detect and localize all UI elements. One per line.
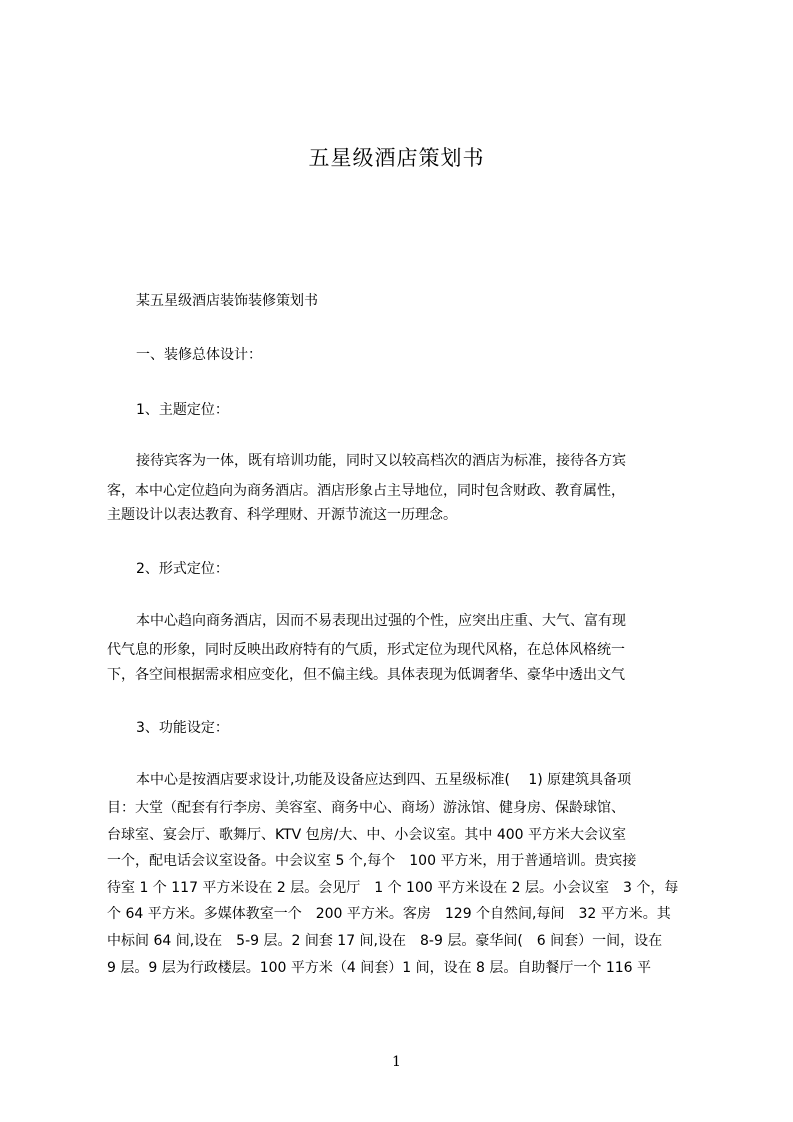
paragraph-line: 下，各空间根据需求相应变化，但不偏主线。具体表现为低调奢华、豪华中透出文气 xyxy=(107,667,625,683)
paragraph-line: 客，本中心定位趋向为商务酒店。酒店形象占主导地位，同时包含财政、教育属性， xyxy=(107,483,625,499)
paragraph-line: 中标间 64 间,设在 5-9 层。2 间套 17 间,设在 8-9 层。豪华间( 6 间套）一间，设在 xyxy=(107,933,663,949)
paragraph-line: 接待宾客为一体，既有培训功能，同时又以较高档次的酒店为标准，接待各方宾 xyxy=(136,453,626,469)
paragraph-line: 代气息的形象，同时反映出政府特有的气质，形式定位为现代风格，在总体风格统一 xyxy=(107,642,625,658)
subheading-function-setting: 3、功能设定： xyxy=(136,720,229,736)
paragraph-line: 待室 1 个 117 平方米设在 2 层。会见厅 1 个 100 平方米设在 2 层。小会议室 3 个，每 xyxy=(107,880,679,896)
paragraph-line: 9 层。9 层为行政楼层。100 平方米（4 间套）1 间，设在 8 层。自助餐厅一个 116 平 xyxy=(107,960,652,976)
subheading-form-positioning: 2、形式定位： xyxy=(136,561,229,577)
document-title: 五星级酒店策划书 xyxy=(308,146,485,170)
paragraph-line: 台球室、宴会厅、歌舞厅、KTV 包房/大、中、小会议室。其中 400 平方米大会议室 xyxy=(107,827,627,843)
document-subtitle: 某五星级酒店装饰装修策划书 xyxy=(136,293,318,309)
subheading-theme-positioning: 1、主题定位： xyxy=(136,402,229,418)
paragraph-line: 主题设计以表达教育、科学理财、开源节流这一历理念。 xyxy=(107,507,457,523)
paragraph-line: 目：大堂（配套有行李房、美容室、商务中心、商场）游泳馆、健身房、保龄球馆、 xyxy=(107,800,625,816)
paragraph-line: 本中心趋向商务酒店，因而不易表现出过强的个性，应突出庄重、大气、富有现 xyxy=(136,613,626,629)
page-number: 1 xyxy=(392,1054,401,1070)
paragraph-line: 本中心是按酒店要求设计,功能及设备应达到四、五星级标准( 1) 原建筑具备项 xyxy=(136,772,632,788)
paragraph-line: 一个，配电话会议室设备。中会议室 5 个,每个 100 平方米，用于普通培训。贵宾接 xyxy=(107,853,637,869)
section-heading-overall-design: 一、装修总体设计： xyxy=(136,347,262,363)
paragraph-line: 个 64 平方米。多媒体教室一个 200 平方米。客房 129 个自然间,每间 32 平方米。其 xyxy=(107,906,671,922)
